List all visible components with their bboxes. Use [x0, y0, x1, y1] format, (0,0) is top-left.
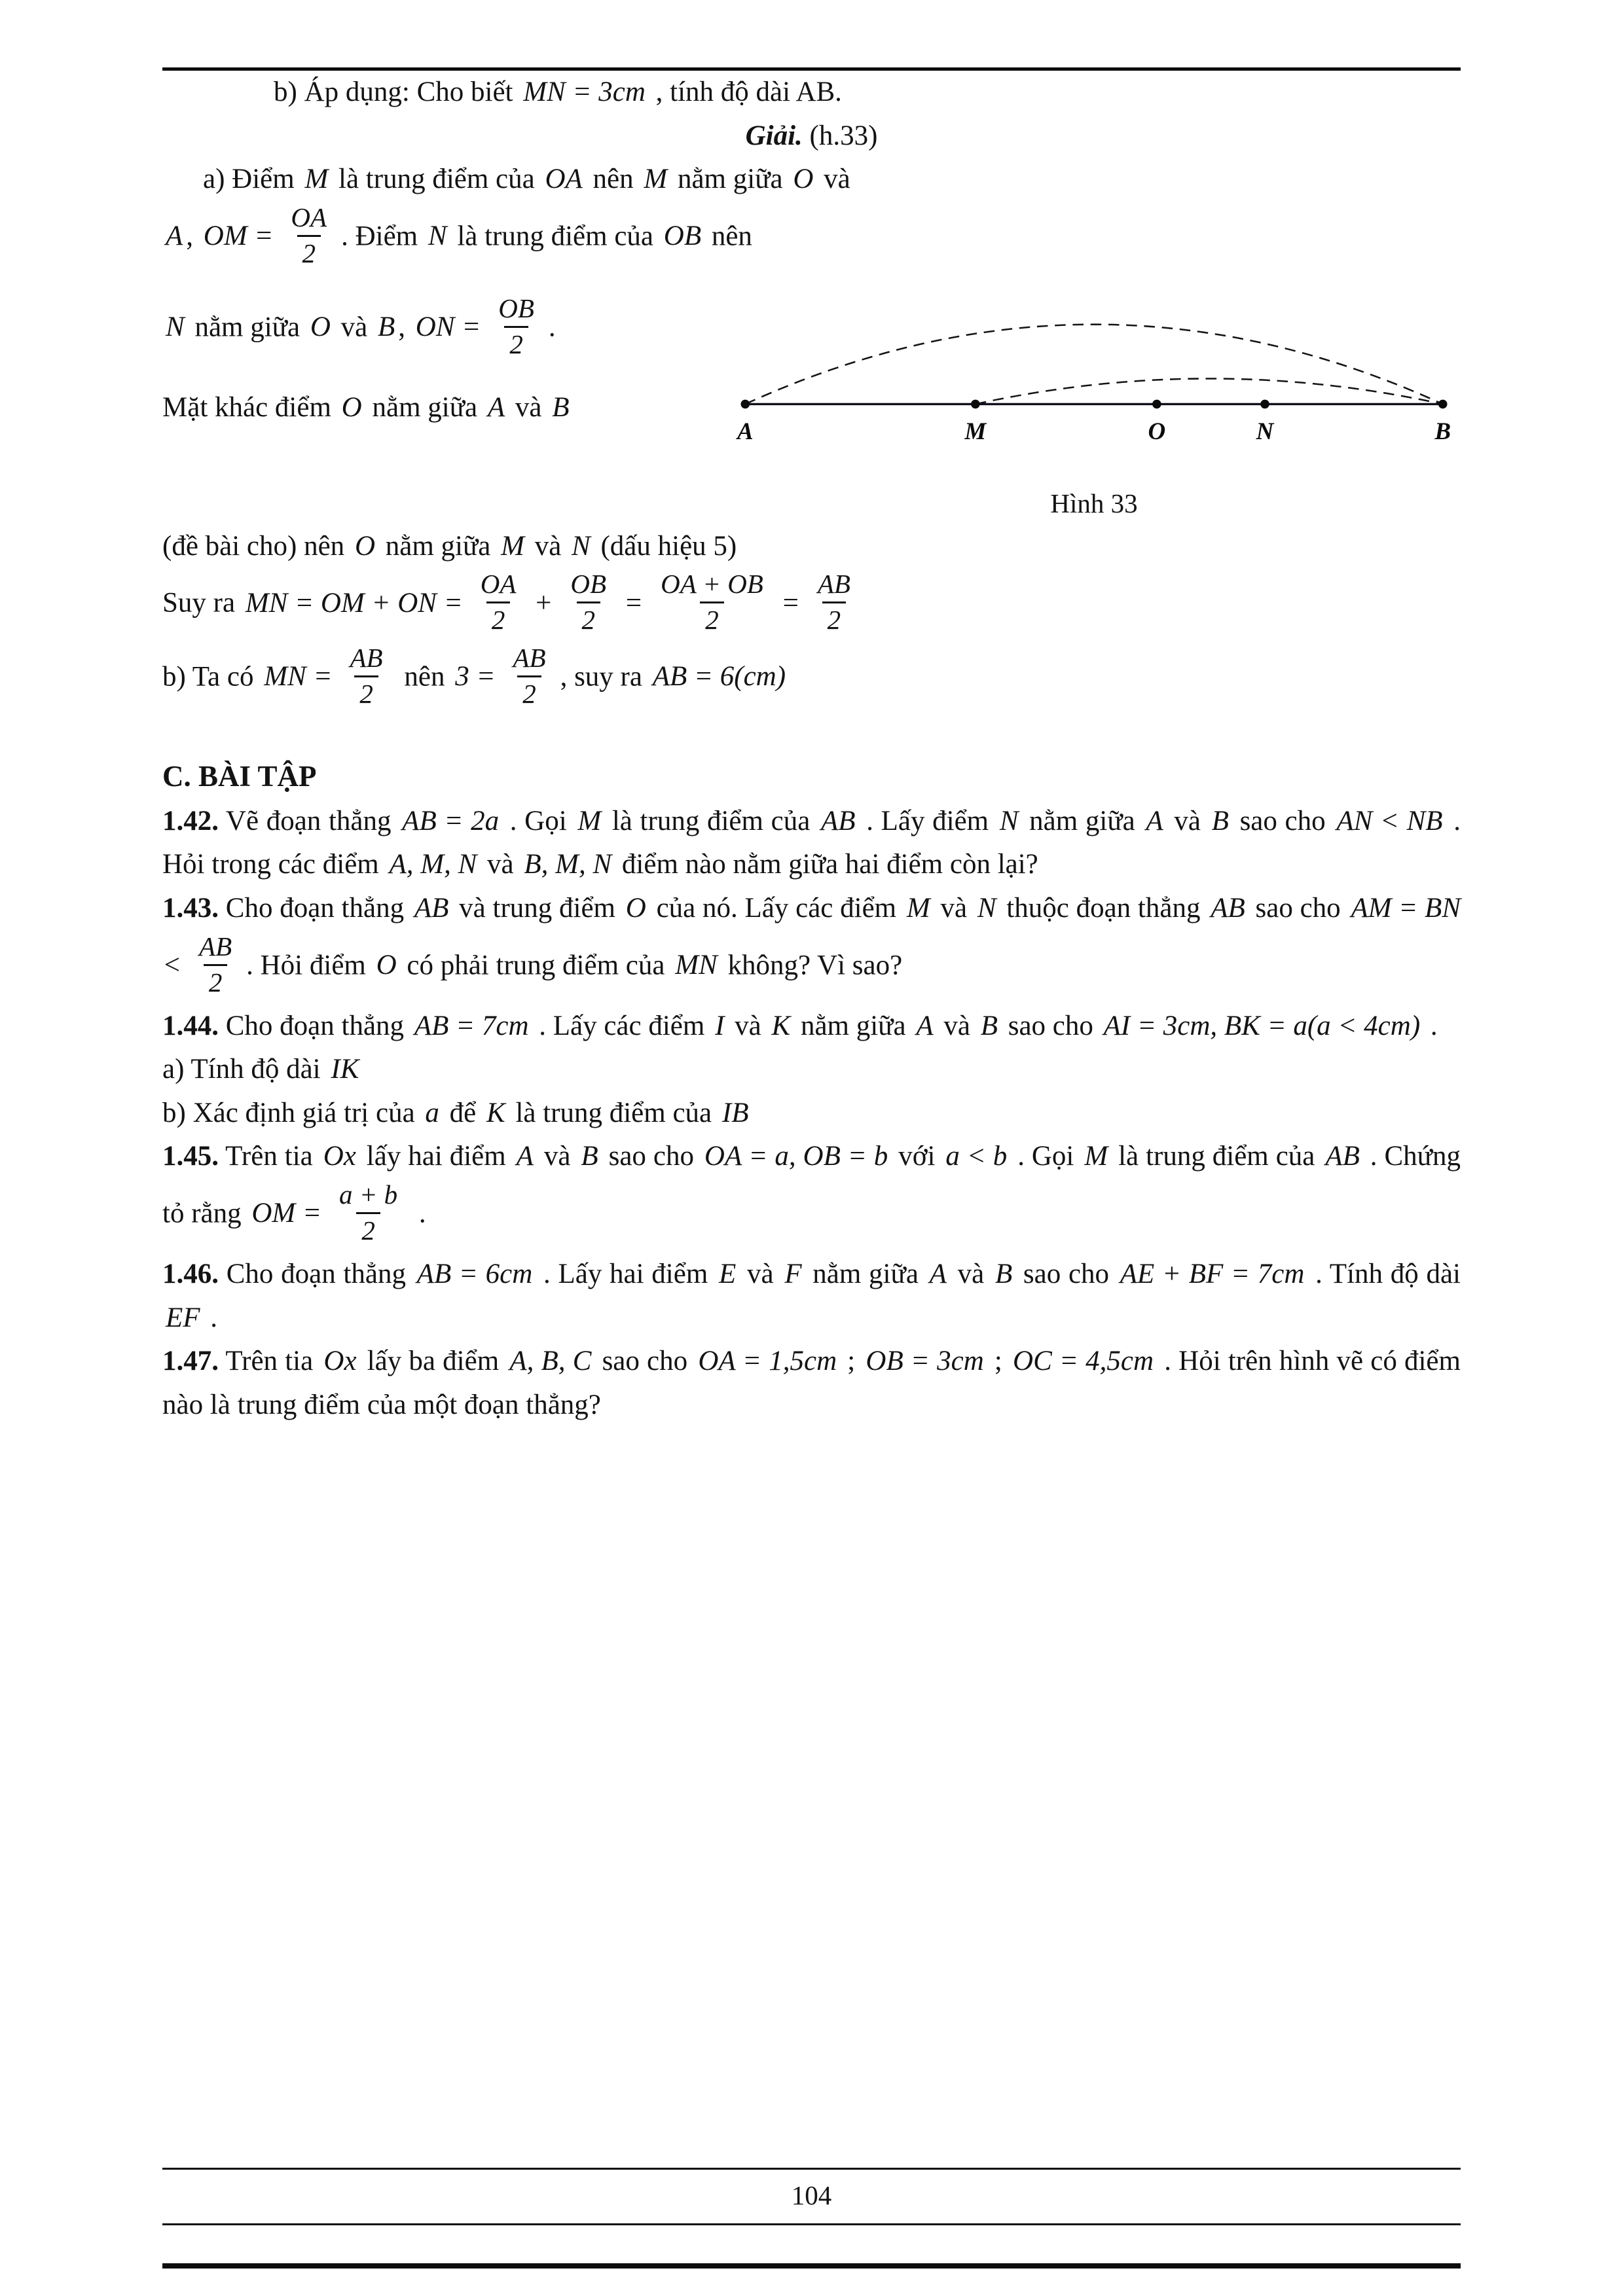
solution-giai-line	[162, 115, 1461, 158]
text-run: nằm giữa	[670, 164, 790, 195]
text-run: 1.46.	[162, 1258, 219, 1289]
text-run: . Tính độ dài	[1307, 1258, 1461, 1289]
text-run: nên	[704, 221, 752, 252]
text-run: nên	[397, 661, 452, 692]
text-run: nằm giữa	[805, 1258, 926, 1289]
text-run: Trên tia	[219, 1346, 321, 1377]
fraction: $\frac{OA}{2}$	[480, 569, 517, 636]
math-text: AB = 6(cm)	[652, 661, 786, 692]
math-text: A, M, N	[389, 849, 477, 880]
math-text: M	[644, 164, 668, 195]
text-run: và	[816, 164, 850, 195]
math-text: AM = BN <	[162, 893, 1461, 980]
text-run: . Lấy hai điểm	[536, 1258, 716, 1289]
math-text: B	[581, 1141, 598, 1172]
figure-hinh-33	[727, 293, 1461, 525]
text-run: 1.47.	[162, 1346, 219, 1377]
wrapped-text-column	[162, 293, 727, 429]
text-run: sao cho	[1231, 805, 1334, 836]
text-run: điểm nào nằm giữa hai điểm còn lại?	[615, 849, 1038, 880]
math-text: A, B, C	[509, 1346, 592, 1377]
math-text: O	[310, 312, 331, 343]
math-text: O	[625, 893, 646, 924]
math-text: O	[793, 164, 814, 195]
math-text: MN =	[264, 661, 333, 692]
math-text: N	[572, 530, 591, 562]
footer-rule-top	[162, 2168, 1461, 2170]
fraction: $\frac{AB}{2}$	[199, 931, 232, 997]
point-dot	[1260, 399, 1269, 408]
text-run: Giải.	[745, 120, 803, 151]
text-run: b) Xác định giá trị của	[162, 1097, 422, 1128]
text-run: không? Vì sao?	[720, 949, 903, 980]
math-text: AB	[414, 893, 449, 924]
math-text: =	[624, 587, 644, 619]
math-text: M	[501, 530, 524, 562]
math-text: =	[780, 587, 800, 619]
math-text: B	[980, 1010, 998, 1041]
math-text: OM =	[203, 221, 274, 252]
text-run: là trung điểm của	[1111, 1141, 1322, 1172]
text-run: sao cho	[601, 1141, 701, 1172]
math-text: O	[376, 949, 397, 980]
math-text: A	[1146, 805, 1163, 836]
dashed-arc	[745, 324, 1442, 404]
text-run: và	[536, 1141, 578, 1172]
math-text: N	[977, 893, 996, 924]
solution-part-a-line-3	[162, 293, 727, 367]
text-run: lấy hai điểm	[359, 1141, 513, 1172]
text-run: và	[333, 312, 374, 343]
text-run: nằm giữa	[378, 530, 498, 562]
math-text: +	[534, 587, 553, 619]
math-text: IK	[331, 1054, 359, 1085]
solution-part-a-line-1	[162, 158, 1461, 202]
text-run: của nó. Lấy các điểm	[649, 893, 903, 924]
figure-column	[727, 293, 1461, 525]
math-text: a	[425, 1097, 439, 1128]
text-run: .	[548, 312, 556, 343]
text-run: có phải trung điểm của	[399, 949, 672, 980]
math-text: N	[428, 221, 447, 252]
text-run: . Hỏi điểm	[246, 949, 373, 980]
fraction: $\frac{OA}{2}$	[291, 202, 327, 268]
text-run: 1.42.	[162, 805, 219, 836]
text-run: Mặt khác điểm	[162, 391, 338, 423]
text-run: 1.43.	[162, 893, 219, 924]
text-run: và	[508, 391, 549, 423]
math-text: Ox	[323, 1346, 357, 1377]
math-text: MN	[675, 949, 718, 980]
text-run: là trung điểm của	[508, 1097, 719, 1128]
math-text: OM =	[251, 1198, 321, 1229]
text-run: a) Tính độ dài	[162, 1054, 328, 1085]
text-run: với	[891, 1141, 943, 1172]
text-run: lấy ba điểm	[359, 1346, 507, 1377]
text-run: (đề bài cho) nên	[162, 530, 352, 562]
fraction: $\frac{OA + OB}{2}$	[661, 569, 763, 636]
figure-caption: Hình 33	[1050, 488, 1138, 519]
text-run: và	[739, 1258, 782, 1289]
math-text: OA = a, OB = b	[704, 1141, 888, 1172]
math-text: A	[487, 391, 505, 423]
math-text: 3 =	[455, 661, 496, 692]
footer-rule-bottom	[162, 2263, 1461, 2269]
math-text: M	[1084, 1141, 1108, 1172]
math-text: IB	[721, 1097, 749, 1128]
math-text: OB = 3cm	[866, 1346, 984, 1377]
text-run: nằm giữa	[1021, 805, 1143, 836]
text-run: .	[1423, 1010, 1438, 1041]
math-text: N	[166, 312, 185, 343]
math-text: AB = 6cm	[416, 1258, 533, 1289]
dashed-arc	[976, 378, 1443, 404]
text-run: và	[949, 1258, 992, 1289]
text-run: 1.45.	[162, 1141, 219, 1172]
fraction: $\frac{OB}{2}$	[498, 293, 534, 359]
point-label: A	[737, 418, 754, 445]
text-run: . Hỏi trong các điểm	[162, 805, 1461, 880]
text-run: Trên tia	[219, 1141, 320, 1172]
text-run: và trung điểm	[452, 893, 623, 924]
fraction: $\frac{AB}{2}$	[350, 643, 383, 709]
page-number: 104	[791, 2180, 832, 2211]
text-run: . Lấy điểm	[858, 805, 996, 836]
math-text: K	[486, 1097, 505, 1128]
text-run: nằm giữa	[793, 1010, 913, 1041]
exercises-heading: C. BÀI TẬP	[162, 760, 317, 793]
text-run: ,	[186, 221, 200, 252]
solution-part-b-line	[162, 642, 1461, 716]
math-text: F	[784, 1258, 802, 1289]
point-label: N	[1256, 418, 1274, 445]
math-text: E	[719, 1258, 737, 1289]
text-run: 1.44.	[162, 1010, 219, 1041]
footer-rule-middle	[162, 2223, 1461, 2225]
text-run: nên	[585, 164, 641, 195]
math-text: AN < NB	[1336, 805, 1443, 836]
math-text: AI = 3cm, BK = a(a < 4cm)	[1103, 1010, 1421, 1041]
fraction: $\frac{AB}{2}$	[513, 643, 546, 709]
point-dot	[971, 399, 980, 408]
text-run: . Lấy các điểm	[532, 1010, 712, 1041]
point-dot	[1438, 399, 1448, 408]
text-run: Cho đoạn thẳng	[219, 893, 411, 924]
math-text: I	[715, 1010, 725, 1041]
problem-1-42	[162, 800, 1461, 887]
math-text: A	[929, 1258, 947, 1289]
problem-1-46	[162, 1253, 1461, 1340]
fraction: $\frac{AB}{2}$	[817, 569, 850, 636]
text-run: .	[203, 1302, 218, 1333]
text-run: là trung điểm của	[604, 805, 818, 836]
text-run: sao cho	[594, 1346, 695, 1377]
math-text: OC = 4,5cm	[1013, 1346, 1154, 1377]
text-run: và	[480, 849, 521, 880]
problem-1-44-item-a	[162, 1048, 1461, 1092]
text-run: b) Ta có	[162, 661, 261, 692]
math-text: A	[916, 1010, 934, 1041]
solution-part-a-line-5	[162, 525, 1461, 569]
text-run: sao cho	[1000, 1010, 1101, 1041]
math-text: AE + BF = 7cm	[1120, 1258, 1305, 1289]
point-label: M	[964, 418, 987, 445]
math-text: A	[516, 1141, 534, 1172]
text-run: .	[412, 1198, 426, 1229]
math-text: M	[906, 893, 930, 924]
problem-1-44-item-b	[162, 1092, 1461, 1136]
text-run: ,	[398, 312, 412, 343]
text-run: . Gọi	[1010, 1141, 1082, 1172]
text-run: (dấu hiệu 5)	[593, 530, 737, 562]
text-run: ;	[840, 1346, 863, 1377]
math-text: Ox	[323, 1141, 356, 1172]
math-text: K	[771, 1010, 791, 1041]
text-run: Suy ra	[162, 587, 242, 619]
text-run: là trung điểm của	[450, 221, 661, 252]
solution-apply-line	[162, 71, 1461, 115]
math-text: B	[1211, 805, 1229, 836]
solution-suyra-line	[162, 568, 1461, 642]
math-text: N	[999, 805, 1019, 836]
text-run: , tính độ dài AB.	[648, 77, 842, 107]
math-text: OA	[545, 164, 583, 195]
text-run: để	[442, 1097, 483, 1128]
text-run: thuộc đoạn thẳng	[999, 893, 1208, 924]
math-text: MN = OM + ON =	[245, 587, 463, 619]
point-label: O	[1148, 418, 1166, 445]
text-figure-row	[162, 293, 1461, 525]
math-text: B	[377, 312, 395, 343]
solution-part-a-line-2	[162, 202, 1461, 276]
math-text: B, M, N	[524, 849, 612, 880]
page-content	[0, 71, 1623, 1427]
math-text: OA = 1,5cm	[698, 1346, 837, 1377]
text-run: a) Điểm	[203, 164, 302, 195]
math-text: AB	[1211, 893, 1245, 924]
text-run: và	[527, 530, 569, 562]
problem-1-44	[162, 1005, 1461, 1049]
text-run: là trung điểm của	[331, 164, 542, 195]
text-run: Vẽ đoạn thẳng	[219, 805, 399, 836]
text-run: , suy ra	[560, 661, 649, 692]
math-text: M	[304, 164, 329, 195]
problem-1-45	[162, 1135, 1461, 1252]
math-text: B	[994, 1258, 1013, 1289]
point-dot	[1152, 399, 1161, 408]
math-text: M	[577, 805, 602, 836]
text-run: sao cho	[1248, 893, 1348, 924]
problem-1-47	[162, 1340, 1461, 1427]
text-run: và	[727, 1010, 769, 1041]
text-run: Cho đoạn thẳng	[219, 1010, 411, 1041]
point-dot	[740, 399, 750, 408]
text-run: nằm giữa	[187, 312, 307, 343]
solution-part-a-line-4	[162, 386, 727, 430]
text-run: nằm giữa	[365, 391, 484, 423]
math-text: OB	[663, 221, 702, 252]
math-text: O	[354, 530, 375, 562]
text-run: sao cho	[1015, 1258, 1117, 1289]
text-run: và	[933, 893, 974, 924]
math-text: EF	[166, 1302, 200, 1333]
text-run: . Điểm	[341, 221, 425, 252]
text-run: b) Áp dụng: Cho biết	[274, 77, 520, 107]
math-text: A	[166, 221, 183, 252]
text-run: . Chứng tỏ rằng	[162, 1141, 1461, 1229]
math-text: B	[552, 391, 570, 423]
math-text: AB = 2a	[402, 805, 500, 836]
math-text: ON =	[415, 312, 481, 343]
text-run: và	[1166, 805, 1209, 836]
figure-svg	[727, 293, 1461, 452]
problem-1-43	[162, 887, 1461, 1004]
text-run: Cho đoạn thẳng	[219, 1258, 414, 1289]
text-run: ;	[987, 1346, 1010, 1377]
math-text: AB	[1325, 1141, 1360, 1172]
page-footer	[162, 2168, 1461, 2269]
text-run: . Hỏi trên hình vẽ có điểm nào là trung điểm của một đoạn thẳng?	[162, 1346, 1461, 1420]
math-text: a < b	[945, 1141, 1008, 1172]
math-text: O	[341, 391, 362, 423]
text-run: . Gọi	[502, 805, 575, 836]
fraction: $\frac{a + b}{2}$	[339, 1179, 398, 1246]
math-text: AB	[820, 805, 856, 836]
math-text: AB = 7cm	[414, 1010, 529, 1041]
text-run: (h.33)	[802, 120, 878, 151]
math-text: MN = 3cm	[523, 77, 646, 107]
text-run: và	[936, 1010, 977, 1041]
fraction: $\frac{OB}{2}$	[570, 569, 607, 636]
point-label: B	[1434, 418, 1451, 445]
